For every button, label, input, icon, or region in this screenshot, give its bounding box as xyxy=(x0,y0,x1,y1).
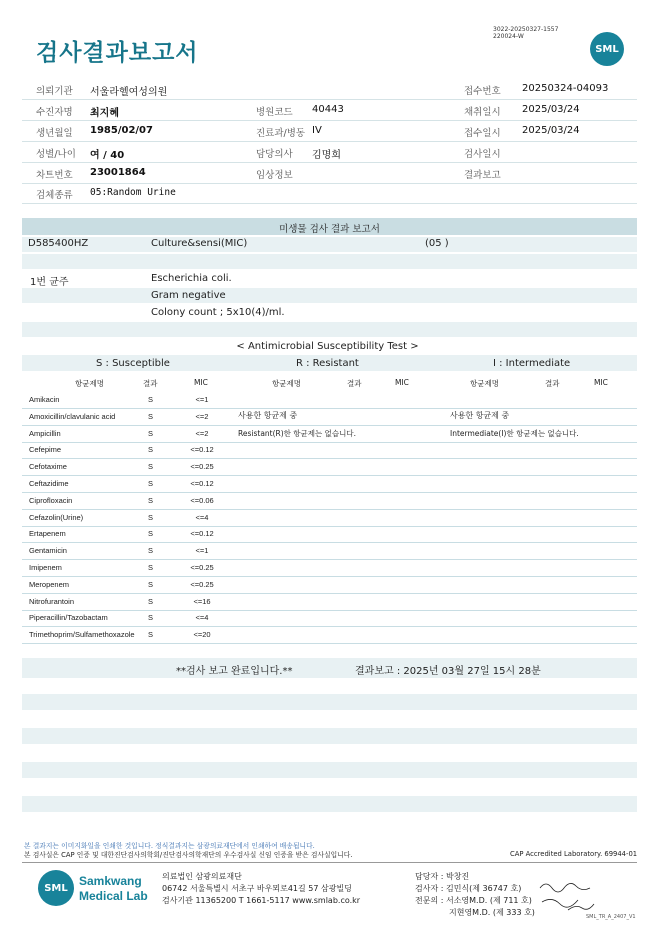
antibiotic-mic: <=4 xyxy=(195,512,209,522)
brand-name-2: Medical Lab xyxy=(79,889,148,903)
antibiotic-result: S xyxy=(148,512,154,522)
antibiotic-result: S xyxy=(148,411,154,421)
ast-title: < Antimicrobial Susceptibility Test > xyxy=(236,341,419,352)
legend-intermediate: I : Intermediate xyxy=(493,358,571,369)
antibiotic-name: Ertapenem xyxy=(29,529,66,539)
empty-band xyxy=(22,796,637,812)
antibiotic-mic: <=0.25 xyxy=(190,462,214,472)
resistant-note: 사용한 항균제 중 xyxy=(238,411,298,420)
col-drug-3: 항균제명 xyxy=(470,379,499,388)
resistant-note-2: Resistant(R)한 항균제는 없습니다. xyxy=(238,429,357,438)
antibiotic-name: Piperacillin/Tazobactam xyxy=(29,613,108,623)
antibiotic-mic: <=0.25 xyxy=(190,563,214,572)
gram-stain: Gram negative xyxy=(151,290,226,301)
antibiotic-row xyxy=(22,493,637,510)
intermediate-note: 사용한 항균제 중 xyxy=(450,411,510,420)
brand-name-1: Samkwang xyxy=(79,874,142,888)
antibiotic-result: S xyxy=(148,613,154,623)
antibiotic-row xyxy=(22,459,637,476)
staff-manager: 담당자 : 박창진 xyxy=(415,872,470,881)
footer-divider xyxy=(22,862,637,863)
antibiotic-row xyxy=(22,476,637,493)
cap-accreditation: CAP Accredited Laboratory. 69944-01 xyxy=(510,850,638,858)
org-name: 의료법인 삼광의료재단 xyxy=(162,872,242,881)
report-time: 결과보고 : 2025년 03월 27일 15시 28분 xyxy=(355,666,541,677)
antibiotic-mic: <=0.06 xyxy=(190,495,214,505)
staff-tester: 검사자 : 김민식(제 36747 호) xyxy=(415,884,522,893)
empty-band xyxy=(22,728,637,744)
antibiotic-result: S xyxy=(148,563,154,572)
staff-specialist-1: 전문의 : 서소영M.D. (제 711 호) xyxy=(415,896,532,905)
antibiotic-row xyxy=(22,577,637,594)
legend-resistant: R : Resistant xyxy=(296,358,359,369)
antibiotic-name: Nitrofurantoin xyxy=(29,596,75,606)
antibiotic-row xyxy=(22,543,637,560)
antibiotic-name: Amoxicillin/clavulanic acid xyxy=(29,411,116,421)
antibiotic-row xyxy=(22,510,637,527)
antibiotic-name: Ciprofloxacin xyxy=(29,495,73,505)
document-number: 3022-20250327-1557 220024-W xyxy=(493,26,559,40)
col-drug-2: 항균제명 xyxy=(272,379,301,388)
antibiotic-mic: <=2 xyxy=(195,428,209,438)
spacer-band xyxy=(22,322,637,337)
antibiotic-row xyxy=(22,409,637,426)
antibiotic-name: Amikacin xyxy=(29,395,60,404)
footer-note-1: 본 결과지는 이미지화일을 인쇄한 것입니다. 정식결과지는 삼광의료재단에서 인쇄하여 배송됩니다. xyxy=(24,842,315,850)
col-result-1: 결과 xyxy=(143,379,158,388)
antibiotic-mic: <=0.12 xyxy=(190,445,214,455)
test-number: (05 ) xyxy=(425,238,449,249)
completion-band xyxy=(22,658,637,678)
antibiotic-row xyxy=(22,594,637,611)
antibiotic-result: S xyxy=(148,579,154,589)
antibiotic-mic: <=4 xyxy=(195,613,209,623)
page-title: 검사결과보고서 xyxy=(36,40,199,66)
intermediate-note-2: Intermediate(I)한 항균제는 없습니다. xyxy=(450,429,579,438)
org-address: 06742 서울특별시 서초구 바우뫼로41길 57 삼광빌딩 xyxy=(162,884,352,893)
empty-band xyxy=(22,694,637,710)
info-row-2: 수진자명 최지혜 병원코드 40443 채취일시 2025/03/24 xyxy=(22,100,637,121)
report-complete: **검사 보고 완료입니다.** xyxy=(176,666,293,677)
antibiotic-result: S xyxy=(148,630,154,640)
info-row-5: 차트번호 23001864 임상정보 결과보고 xyxy=(22,163,637,184)
antibiotic-row xyxy=(22,610,637,627)
antibiotic-result: S xyxy=(148,445,154,455)
test-row xyxy=(22,237,637,252)
antibiotic-result: S xyxy=(148,395,154,404)
antibiotic-mic: <=0.12 xyxy=(190,529,214,539)
antibiotic-name: Ampicillin xyxy=(29,428,61,438)
col-drug-1: 항균제명 xyxy=(75,379,104,388)
antibiotic-name: Imipenem xyxy=(29,563,62,572)
footer-logo: SML xyxy=(38,870,74,906)
test-name: Culture&sensi(MIC) xyxy=(151,238,248,249)
antibiotic-mic: <=1 xyxy=(195,546,209,556)
col-result-2: 결과 xyxy=(347,379,362,388)
antibiotic-row xyxy=(22,560,637,577)
antibiotic-row xyxy=(22,526,637,543)
sml-logo: SML xyxy=(590,32,624,66)
antibiotic-mic: <=20 xyxy=(193,630,211,640)
empty-band xyxy=(22,762,637,778)
antibiotic-result: S xyxy=(148,479,154,488)
antibiotic-result: S xyxy=(148,529,154,539)
antibiotic-name: Cefazolin(Urine) xyxy=(29,512,84,522)
info-row-1: 의뢰기관 서울라헬여성의원 접수번호 20250324-04093 xyxy=(22,79,637,100)
col-mic-3: MIC xyxy=(594,378,608,387)
antibiotic-result: S xyxy=(148,546,154,556)
antibiotic-result: S xyxy=(148,495,154,505)
footer-note-2: 본 검사실은 CAP 인증 및 대한진단검사의학회/진단검사의학재단의 우수검사실 신임 인증을 받은 검사실입니다. xyxy=(24,851,353,859)
antibiotic-mic: <=0.12 xyxy=(190,479,214,488)
signature-image xyxy=(538,878,598,914)
antibiotic-row xyxy=(22,442,637,459)
info-row-4: 성별/나이 여 / 40 담당의사 김명희 검사일시 xyxy=(22,142,637,163)
col-mic-2: MIC xyxy=(395,378,409,387)
antibiotic-row xyxy=(22,392,637,409)
antibiotic-name: Cefotaxime xyxy=(29,462,67,472)
antibiotic-mic: <=2 xyxy=(195,411,209,421)
info-row-3: 생년월일 1985/02/07 진료과/병동 IV 접수일시 2025/03/24 xyxy=(22,121,637,142)
col-mic-1: MIC xyxy=(194,378,208,387)
spacer-band xyxy=(22,254,637,269)
col-result-3: 결과 xyxy=(545,379,560,388)
info-row-6: 검체종류 05:Random Urine xyxy=(22,183,637,204)
section-header: 미생물 검사 결과 보고서 xyxy=(22,218,637,235)
antibiotic-name: Cefepime xyxy=(29,445,62,455)
antibiotic-name: Trimethoprim/Sulfamethoxazole xyxy=(29,630,135,640)
org-registration: 검사기관 11365200 T 1661-5117 www.smlab.co.kr xyxy=(162,896,361,905)
antibiotic-mic: <=0.25 xyxy=(190,579,214,589)
antibiotic-result: S xyxy=(148,462,154,472)
colony-count: Colony count ; 5x10(4)/ml. xyxy=(151,307,285,318)
strain-label: 1번 균주 xyxy=(30,277,69,288)
antibiotic-result: S xyxy=(148,428,154,438)
legend-susceptible: S : Susceptible xyxy=(96,358,170,369)
antibiotic-row xyxy=(22,627,637,644)
antibiotic-name: Meropenem xyxy=(29,579,70,589)
antibiotic-mic: <=1 xyxy=(195,395,209,404)
antibiotic-result: S xyxy=(148,596,154,606)
antibiotic-mic: <=16 xyxy=(193,596,211,606)
test-code: D585400HZ xyxy=(28,238,89,249)
organism: Escherichia coli. xyxy=(151,273,232,284)
antibiotic-name: Ceftazidime xyxy=(29,479,69,488)
antibiotic-name: Gentamicin xyxy=(29,546,67,556)
gram-band xyxy=(22,288,637,303)
form-id: SML_TR_A_2407_V1 xyxy=(586,914,636,920)
staff-specialist-2: 지현영M.D. (제 333 호) xyxy=(449,908,535,917)
